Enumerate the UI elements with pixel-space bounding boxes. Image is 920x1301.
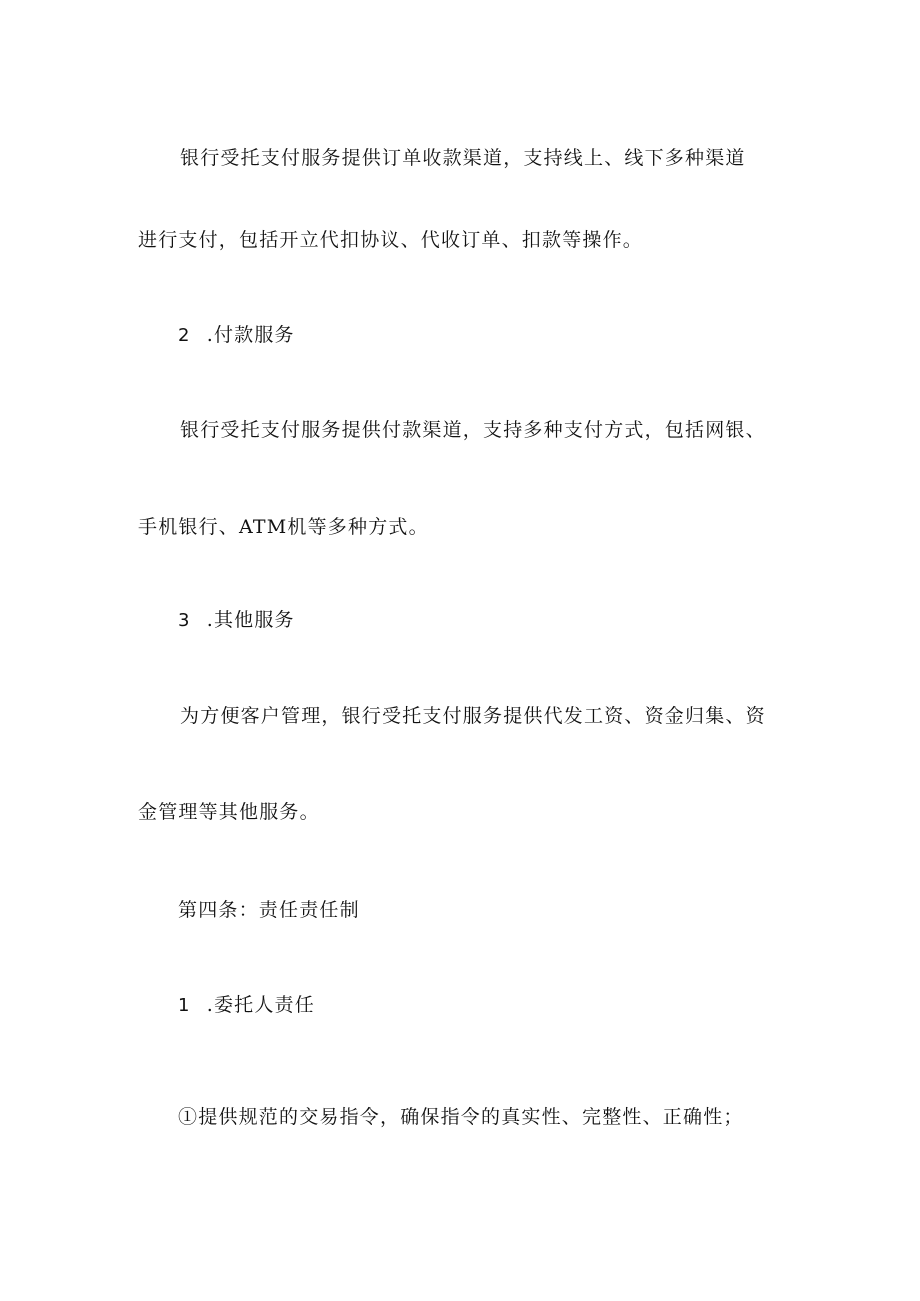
section-title: .委托人责任 <box>206 994 315 1016</box>
paragraph-line: 进行支付，包括开立代扣协议、代收订单、扣款等操作。 <box>138 229 644 251</box>
section-number: 2 <box>178 325 190 346</box>
section-heading <box>178 608 295 633</box>
list-item: ①提供规范的交易指令，确保指令的真实性、完整性、正确性； <box>178 1106 744 1128</box>
paragraph-line: 为方便客户管理，银行受托支付服务提供代发工资、资金归集、资 <box>180 705 766 727</box>
section-number: 1 <box>178 995 190 1016</box>
paragraph-line: 手机银行、ATM机等多种方式。 <box>138 516 429 538</box>
section-title: .其他服务 <box>206 609 295 631</box>
section-number: 3 <box>178 610 190 631</box>
section-title: .付款服务 <box>206 324 295 346</box>
paragraph-line: 银行受托支付服务提供订单收款渠道，支持线上、线下多种渠道 <box>180 147 746 169</box>
paragraph-line: 银行受托支付服务提供付款渠道，支持多种支付方式，包括网银、 <box>180 419 766 441</box>
article-heading: 第四条：责任责任制 <box>178 899 360 921</box>
paragraph-line: 金管理等其他服务。 <box>138 801 320 823</box>
section-heading <box>178 323 295 348</box>
section-heading <box>178 993 315 1018</box>
